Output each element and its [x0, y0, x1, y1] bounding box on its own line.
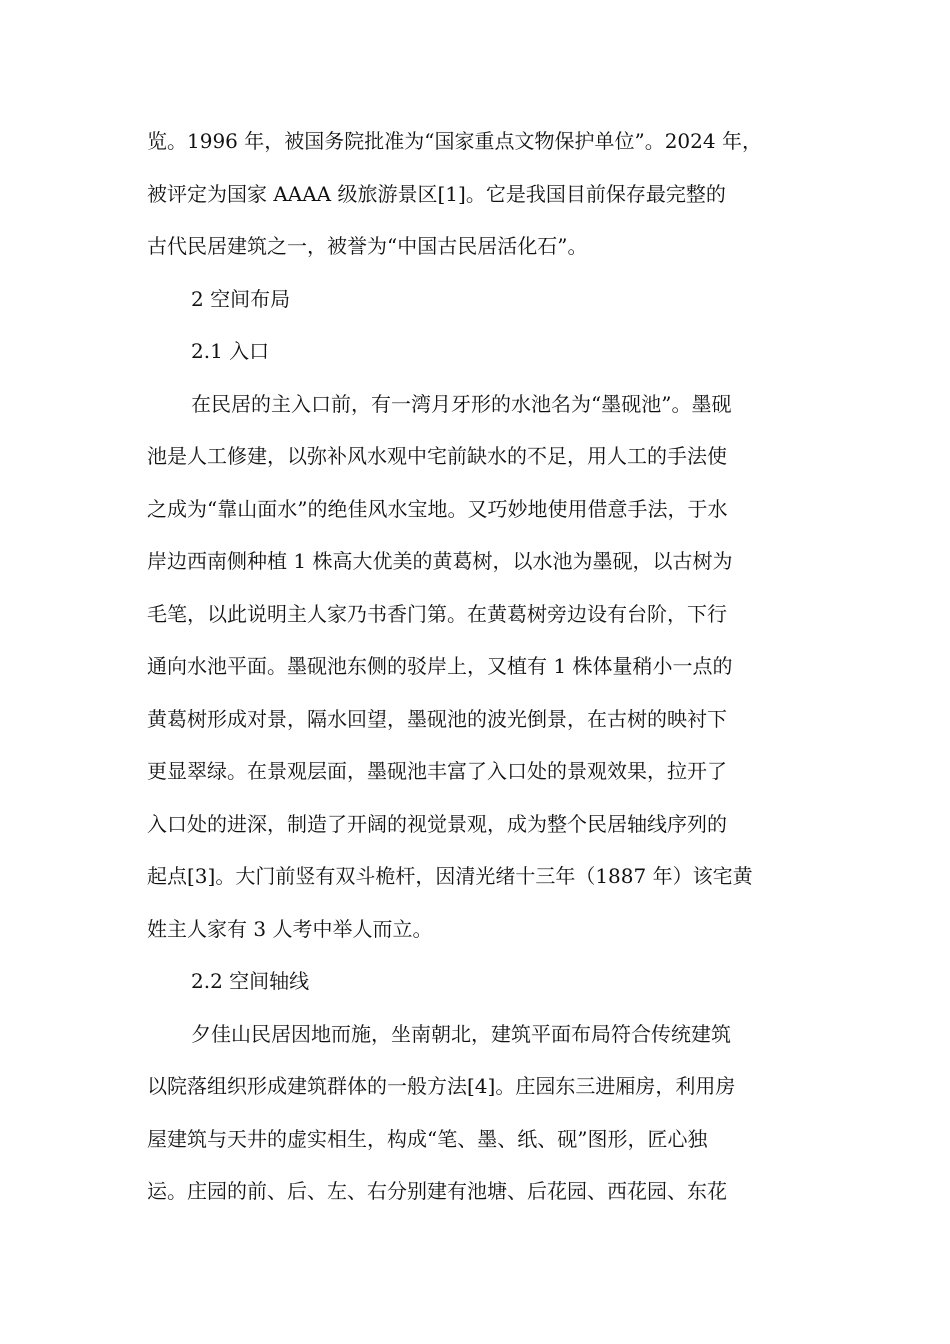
- text-line: 被评定为国家 AAAA 级旅游景区[1]。它是我国目前保存最完整的: [147, 181, 726, 206]
- text-line: 2.2 空间轴线: [191, 969, 310, 993]
- text-line: 屋建筑与天井的虚实相生，构成“笔、墨、纸、砚”图形，匠心独: [147, 1126, 708, 1151]
- text-line: 2.1 入口: [191, 339, 270, 363]
- text-line: 更显翠绿。在景观层面，墨砚池丰富了入口处的景观效果，拉开了: [147, 759, 727, 783]
- text-line: 夕佳山民居因地而施，坐南朝北，建筑平面布局符合传统建筑: [191, 1021, 731, 1046]
- text-line: 黄葛树形成对景，隔水回望，墨砚池的波光倒景，在古树的映衬下: [147, 706, 727, 731]
- text-line: 毛笔，以此说明主人家乃书香门第。在黄葛树旁边设有台阶，下行: [147, 601, 727, 626]
- text-line: 起点[3]。大门前竖有双斗桅杆，因清光绪十三年（1887 年）该宅黄: [147, 864, 753, 888]
- text-line: 古代民居建筑之一，被誉为“中国古民居活化石”。: [147, 234, 588, 258]
- text-line: 以院落组织形成建筑群体的一般方法[4]。庄园东三进厢房，利用房: [147, 1074, 736, 1098]
- text-line: 入口处的进深，制造了开阔的视觉景观，成为整个民居轴线序列的: [147, 811, 727, 836]
- text-line: 在民居的主入口前，有一湾月牙形的水池名为“墨砚池”。墨砚: [191, 391, 732, 416]
- text-line: 2 空间布局: [191, 286, 291, 311]
- document-body: [147, 115, 807, 1218]
- text-line: 运。庄园的前、后、左、右分别建有池塘、后花园、西花园、东花: [147, 1179, 727, 1203]
- text-line: 览。1996 年，被国务院批准为“国家重点文物保护单位”。2024 年，: [147, 129, 762, 153]
- text-line: 姓主人家有 3 人考中举人而立。: [147, 916, 433, 941]
- text-line: 岸边西南侧种植 1 株高大优美的黄葛树，以水池为墨砚，以古树为: [147, 549, 733, 573]
- text-line: 通向水池平面。墨砚池东侧的驳岸上，又植有 1 株体量稍小一点的: [147, 654, 733, 678]
- text-line: 之成为“靠山面水”的绝佳风水宝地。又巧妙地使用借意手法，于水: [147, 496, 728, 521]
- text-line: 池是人工修建，以弥补风水观中宅前缺水的不足，用人工的手法使: [147, 444, 727, 468]
